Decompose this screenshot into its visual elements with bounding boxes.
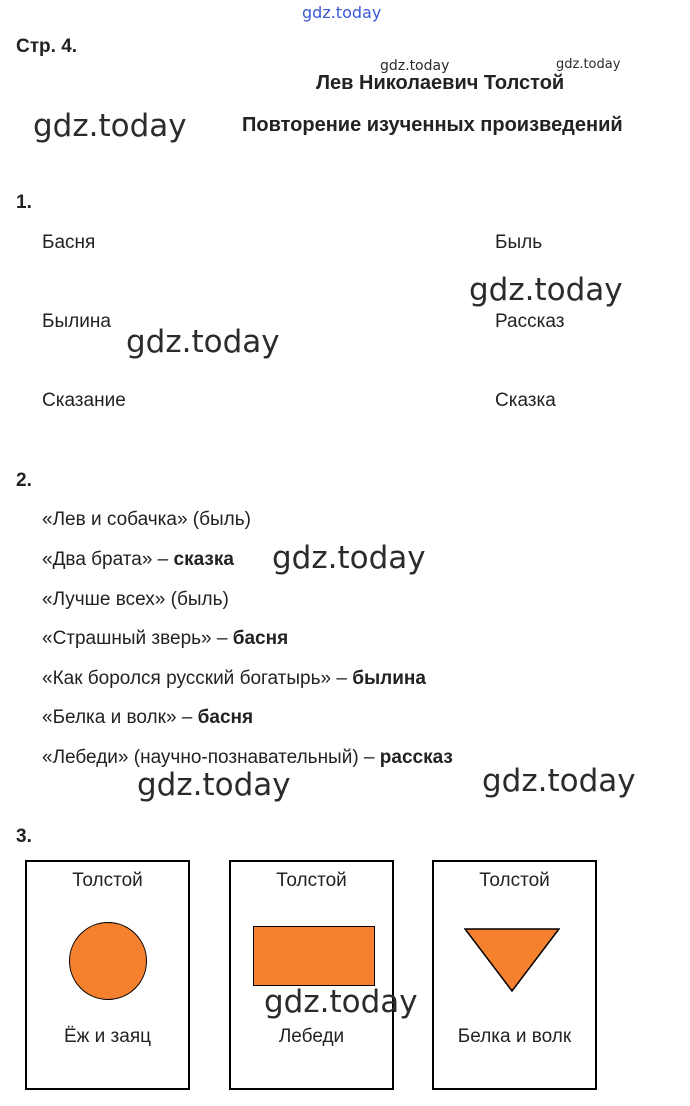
genre-item: Былина (42, 311, 111, 332)
work-line: «Как боролся русский богатырь» – былина (42, 668, 426, 689)
card-title: Ёж и заяц (63, 1026, 151, 1047)
work-line: «Страшный зверь» – басня (42, 628, 289, 649)
watermark-top: gdz.today (302, 3, 382, 22)
page-label: Стр. 4. (16, 36, 78, 57)
watermark: gdz.today (33, 108, 187, 144)
story-card (432, 860, 597, 1090)
question-1-number: 1. (16, 192, 32, 213)
genre-item: Рассказ (495, 311, 565, 332)
watermark: gdz.today (126, 324, 280, 360)
genre-item: Быль (495, 232, 543, 253)
genre-item: Басня (42, 232, 96, 253)
card-author: Толстой (72, 870, 143, 891)
work-line: «Лев и собачка» (быль) (42, 509, 251, 530)
watermark: gdz.today (556, 57, 621, 72)
watermark: gdz.today (469, 272, 623, 308)
genre-item: Сказание (42, 390, 126, 411)
genre-item: Сказка (495, 390, 556, 411)
question-3-number: 3. (16, 826, 32, 847)
watermark: gdz.today (137, 767, 291, 803)
card-author: Толстой (276, 870, 347, 891)
watermark: gdz.today (482, 763, 636, 799)
work-line: «Белка и волк» – басня (42, 707, 254, 728)
card-title: Белка и волк (457, 1026, 572, 1047)
work-line: «Два брата» – сказка (42, 549, 234, 570)
card-title: Лебеди (278, 1026, 345, 1047)
watermark: gdz.today (264, 984, 418, 1020)
rectangle-shape (253, 926, 375, 986)
author-heading: Лев Николаевич Толстой (316, 72, 565, 94)
story-card (25, 860, 190, 1090)
question-2-number: 2. (16, 470, 32, 491)
card-author: Толстой (479, 870, 550, 891)
triangle-shape (464, 928, 560, 992)
watermark: gdz.today (380, 58, 450, 74)
work-line: «Лучше всех» (быль) (42, 589, 229, 610)
story-card (229, 860, 394, 1090)
watermark: gdz.today (272, 540, 426, 576)
circle-shape (69, 922, 147, 1000)
section-subtitle: Повторение изученных произведений (242, 114, 623, 136)
work-line: «Лебеди» (научно-познавательный) – рассказ (42, 747, 453, 768)
